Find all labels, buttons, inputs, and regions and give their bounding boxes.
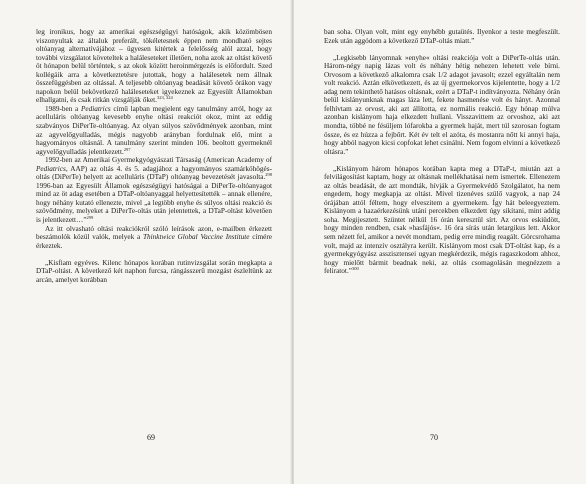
footnote-ref: 299: [86, 215, 94, 221]
right-page: [294, 0, 586, 484]
paragraph: leg ironikus, hogy az amerikai egészségügyi hatóságok, akik közömbösen viszonyultak az általuk preferált, tökéletesnek éppen nem mondható sejtes oltóanyag alternatívájához – ügyesen kitértek a felelősség alól azzal, hogy további vizsgálatot követeltek a haláleseteket illetően, noha azok az oltást követő öt hónapon belül történtek, s az okok között heroinmérgezés is előfordult. Szed kollégáik arra a következtetésre jutottak, hogy a halálesetek nem állnak összefüggésben az oltással. A teljesebb oltóanyag beadását követő órákon vagy napokon belül bekövetkező haláleseteket igyekeznek az Egyesült Államokban elhallgatni, és csak ritkán vizsgálják őket.$^{323, 324}$: [36, 28, 272, 105]
paragraph: 1992-ben az Amerikai Gyermekgyógyászati Társaság (American Academy of Pediatrics, AAP) az oltás 4. és 5. adagjához a hagyományos szamárköhögés-oltás (DiPerTe) helyett az acelluláris (DTaP) oltóanyag bevezetését javasolta.$^{298}$ 1996-ban az Egyesült Államok egészségügyi hatóságai a DiPerTe-oltóanyagot mind az öt adag esetében a DTaP-oltóanyaggal helyettesítették – annak ellenére, hogy néhány kutató ellenezte, mivel „a legtöbb enyhe és súlyos oltási reakció és szövődmény, melyeket a DiPerTe-oltás után jelentettek, a DTaP-oltást követően is jelentkezett…”$^{299}$: [36, 156, 272, 225]
page-number: 69: [147, 433, 155, 442]
paragraph: „Kislányom három hónapos korában kapta meg a DTaP-t, miután azt a felvilágosítást kaptam, hogy az oltásnak mellékhatásai nem ismertek. Ellenezem az oltás beadását, de azt mondták, hívják a Gyermekvédő Szolgálatot, ha nem engedem, hogy megkapja az oltást. Mivel tizenéves szülő vagyok, a nap 24 órájában attól féltem, hogy elveszitem a gyermekem. Így hát beleegyeztem. Kislányom a hazaérkezésünk utáni percekben elkezdett úgy sikítani, mint addig soha. Megijesztett. Szüntet nélkül 16 órán keresztül sírt. Az orvos eskiüdött, hogy minden rendben, csak »hasfájós«. 16 óra sírás után letargikus lett. Akkor sem nézett fel, amikor a nevét mondtam, pedig erre mindig reagált. Görcsrohama volt, majd az intenzív osztályra került. Kislányom most csak DT-oltást kap, és a gyermekgyógyász asszisztensei ugyan megkérdezik, mégis ragaszkodom ahhoz, hogy mielőtt bármit beadnak neki, az oltás csomagolásán megnézzem a feliratot.”$^{300}$: [324, 164, 560, 276]
footnote-ref: 300: [351, 266, 359, 272]
paragraph: „Legkisebb lányomnak »enyhe« oltási reakciója volt a DiPerTe-oltás után. Három-négy napig lázas volt és néhány hétig nehezen lehetett vele bírni. Orvosom a következő alkalomra csak 1/2 adagot javasolt; ezzel egyáltalán nem volt reakció. Aztán elkövetkezett, és az új gyermekorvos kijelentette, hogy a 1/2 adag nem tekinthető hatásos oltásnak, ezért a DTaP-t indítványozta. Néhány órán belül kislányunknak magas láza lett, fekete hasmenése volt és hányt. Azonnal felhívtam az orvost, aki azt állította, ez normális reakció. Egy hónap múlva azonban kislányom haja elkezdett hullani. Visszavittem az orvoshoz, aki azt mondta, többé ne fésüljem lófarokba a gyermek haját, mert túl szorosan fogtam össze, és ez húzza a fejbőrt. Két év telt el azóta, és mostanra nőtt ki annyi haja, hogy abból nagyon kicsi copfokat lehet csinálni. Nem fogom elvinni a következő oltásra.”: [324, 53, 560, 156]
paragraph: Az itt olvasható oltási reakciókról szóló leírások azon, e-mailben érkezett beszámolók közül valók, melyek a Thinktwice Global Vaccine Institute címére érkeztek.: [36, 224, 272, 250]
paragraph: „Kisfiam egyéves. Kilenc hónapos korában rutinvizsgálat során megkapta a DTaP-oltást. A következő két naphon furcsa, rángásszerű mozgást észleltünk az arcán, amelyet korábban: [36, 258, 272, 284]
page-number: 70: [430, 433, 438, 442]
left-page: [0, 0, 292, 484]
footnote-ref: 298: [265, 172, 272, 178]
paragraph: ban soha. Olyan volt, mint egy enyhébb gutaütés. Ilyenkor a teste megfeszült. Ezek után aggódom a következő DTaP-oltás miatt.”: [324, 28, 560, 45]
paragraph: 1989-ben a Pediatrics című lapban megjelent egy tanulmány arról, hogy az acelluláris oltóanyag kevesebb enyhe oltási reakciót okoz, mint az eddig szabványos DiPerTe-oltóanyag. Az olyan súlyos szövődmények azonban, mint az agyvelőgyulladás, mégis nagyobb arányban fordulnak elő, mint a hagyományos oltásnál. A tanulmány szerint minden 106. beoltott gyermeknél agyvelőgyulladás jelentkezett.$^{297}$: [36, 104, 272, 156]
right-page-text: [324, 28, 560, 276]
left-page-text: [36, 28, 272, 284]
footnote-ref: 323, 324: [157, 95, 173, 101]
footnote-ref: 297: [123, 146, 131, 152]
